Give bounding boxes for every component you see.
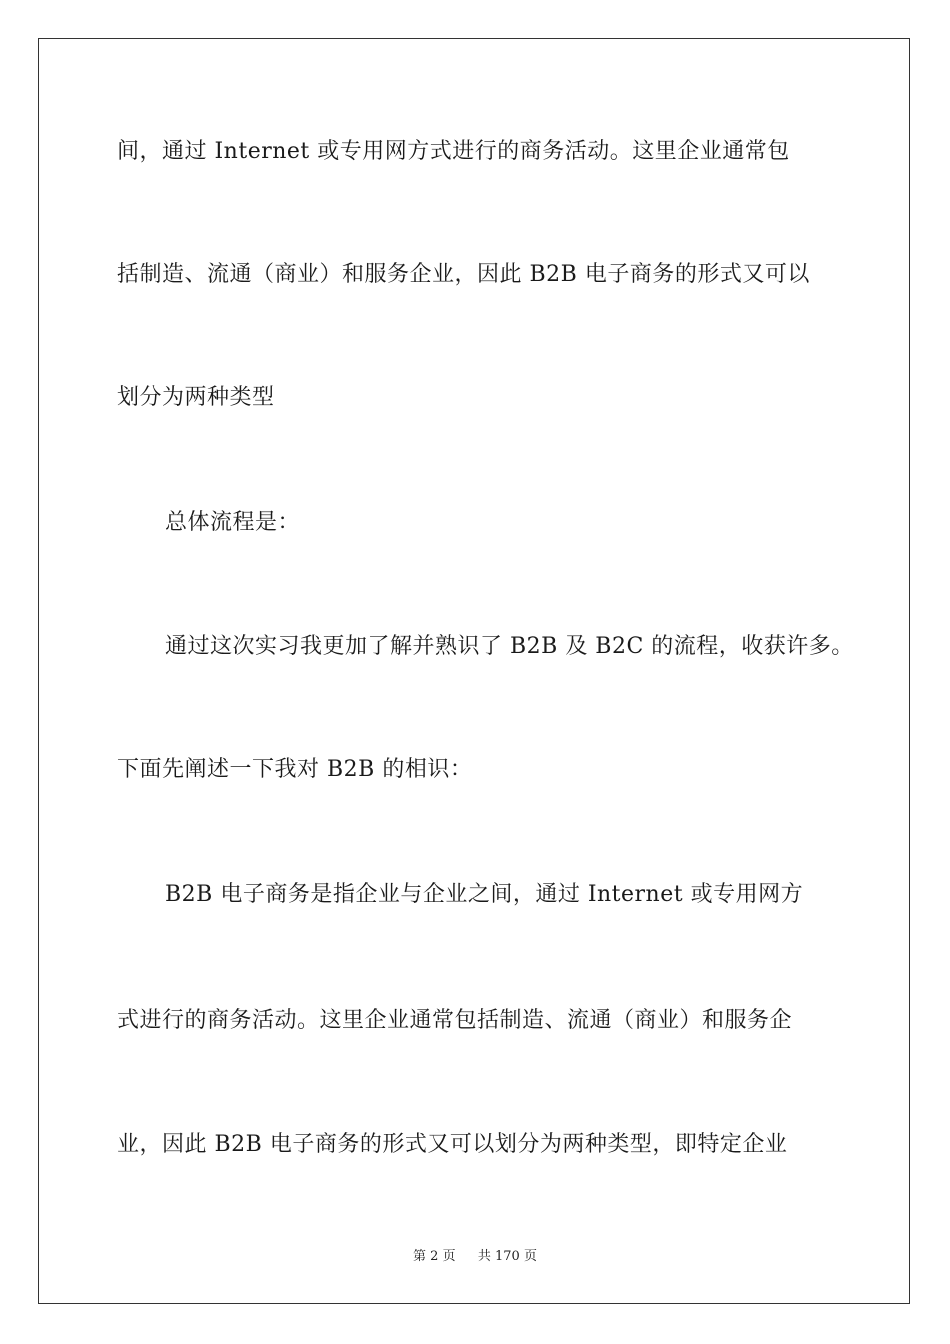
- page-number: 第 2 页: [413, 1249, 456, 1264]
- text-line: 间，通过 Internet 或专用网方式进行的商务活动。这里企业通常包: [117, 139, 790, 164]
- text-line: 业，因此 B2B 电子商务的形式又可以划分为两种类型，即特定企业: [117, 1132, 788, 1157]
- section-heading: 总体流程是：: [165, 510, 301, 535]
- page-total: 共 170 页: [477, 1249, 537, 1264]
- text-line: 划分为两种类型: [117, 385, 275, 410]
- text-line: 通过这次实习我更加了解并熟识了 B2B 及 B2C 的流程，收获许多。: [165, 634, 854, 659]
- text-line: B2B 电子商务是指企业与企业之间，通过 Internet 或专用网方: [165, 882, 804, 907]
- text-line: 式进行的商务活动。这里企业通常包括制造、流通（商业）和服务企: [117, 1008, 793, 1033]
- page-footer: [0, 1248, 950, 1266]
- page-border: [38, 38, 910, 1304]
- text-line: 括制造、流通（商业）和服务企业，因此 B2B 电子商务的形式又可以: [117, 262, 810, 287]
- text-line: 下面先阐述一下我对 B2B 的相识：: [117, 757, 473, 782]
